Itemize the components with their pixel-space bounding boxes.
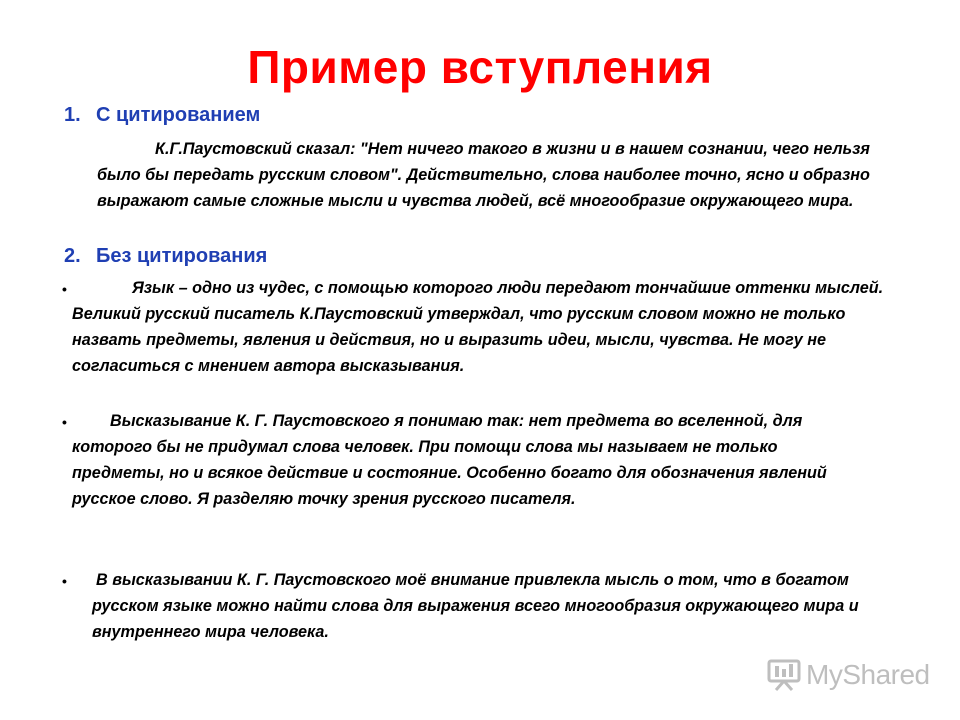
bullet-paragraph — [72, 275, 887, 379]
bullet-paragraph-text: Высказывание К. Г. Паустовского я понимаю так: нет предмета во вселенной, для которого бы не придумал слова человек. При помощи слова мы называем не только предметы, но и всякое действие и состояние. Особенно богато для обозначения явлений русское слово. Я разделяю точку зрения русского писателя. — [72, 412, 827, 508]
presentation-board-icon — [766, 658, 802, 692]
quote-paragraph-text: К.Г.Паустовский сказал: "Нет ничего такого в жизни и в нашем сознании, чего нельзя было бы передать русским словом". Действительно, слова наиболее точно, ясно и образно выражают самые сложные мысли и чувства людей, всё многообразие окружающего мира. — [97, 140, 870, 210]
section-number: 1. — [64, 104, 81, 126]
slide-title: Пример вступления — [247, 41, 713, 93]
quote-paragraph — [97, 136, 887, 214]
bullet-paragraph — [72, 408, 867, 512]
bullet-paragraph-text: В высказывании К. Г. Паустовского моё внимание привлекла мысль о том, что в богатом русском языке можно найти слова для выражения всего многообразия окружающего мира и внутреннего мира человека. — [92, 571, 859, 641]
bullet-dot-icon: • — [62, 281, 67, 297]
bullet-paragraph — [92, 567, 882, 645]
section-heading-without-quote — [64, 245, 267, 268]
bullet-dot-icon: • — [62, 573, 67, 589]
bullet-dot-icon: • — [62, 414, 67, 430]
watermark-logo — [766, 655, 936, 695]
watermark-text: MyShared — [806, 659, 930, 690]
section-heading-label: Без цитирования — [96, 245, 268, 267]
section-number: 2. — [64, 245, 81, 267]
section-heading-label: С цитированием — [96, 104, 261, 126]
bullet-paragraph-text: Язык – одно из чудес, с помощью которого люди передают тончайшие оттенки мыслей. Великий русский писатель К.Паустовский утверждал, что русским словом можно не только назвать предметы, явления и действия, но и выразить идеи, мысли, чувства. Не могу не согласиться с мнением автора высказывания. — [72, 279, 884, 375]
section-heading-with-quote — [64, 104, 260, 127]
